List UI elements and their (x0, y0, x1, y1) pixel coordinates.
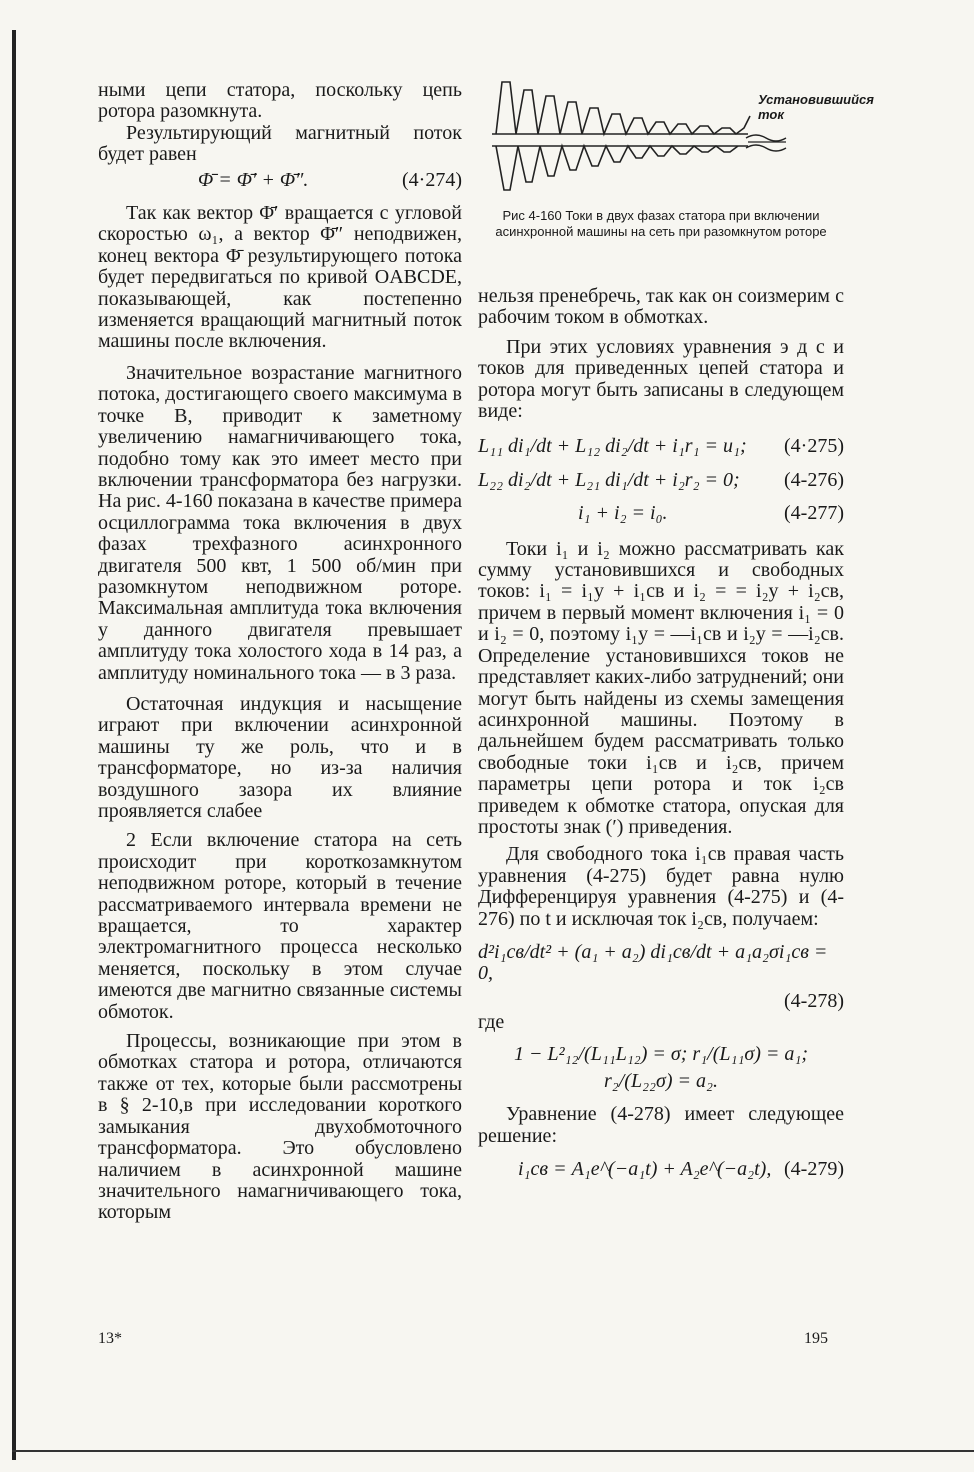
oscillogram-figure (478, 72, 874, 207)
equation-4-277: i₁ + i₂ = i₀. (4-277) (578, 502, 844, 525)
signature-mark: 13* (98, 1330, 122, 1347)
paragraph: нельзя пренебречь, так как он соизмерим с рабочим током в обмотках. (478, 285, 844, 329)
figure-caption: Рис 4-160 Токи в двух фазах статора при включении асинхронной машины на сеть при разомкнутом роторе (495, 208, 827, 239)
equation-sigma: 1 − L²₁₂/(L₁₁L₁₂) = σ; r₁/(L₁₁σ) = a₁; (513, 1042, 809, 1065)
page-bottom-edge (12, 1450, 974, 1452)
paragraph: 2 Если включение статора на сеть происходит при короткозамкнутом неподвижном роторе, который в течение рассматриваемого интервала времени не вращается, то характер электромагнитного процесса несколько меняется, поскольку в этом случае имеются две магнитно связанные системы обмоток. (98, 829, 462, 1023)
paragraph: При этих условиях уравнения э д с и токов для приведенных цепей статора и ротора могут быть записаны в следующем виде: (478, 335, 844, 423)
equation-4-278: d²i₁св/dt² + (a₁ + a₂) di₁св/dt + a₁a₂σi₁св = 0, (478, 940, 828, 985)
paragraph: Процессы, возникающие при этом в обмотках статора и ротора, отличаются также от тех, которые были рассмотрены в § 2-10,в при исследовании короткого замыкания двухобмоточного трансформатора. Это обусловлено наличием в асинхронной машине значительного намагничивающего тока, которым (98, 1030, 462, 1224)
equation-4-275: L₁₁ di₁/dt + L₁₂ di₂/dt + i₁r₁ = u₁; (4·275) (478, 435, 844, 458)
paragraph: Для свободного тока i₁св правая часть уравнения (4-275) будет равна нулю Дифференцируя уравнения (4-275) и (4-276) по t и исключая ток i₂св, получаем: (478, 843, 844, 930)
paragraph: Так как вектор Φ̄′ вращается с угловой скоростью ω₁, а вектор Φ̄″ неподвижен, конец вектора Φ̄ результирующего потока будет передвигаться по кривой OABCDE, показывающей, как постепенно изменяется вращающий магнитный поток машины после включения. (98, 202, 462, 353)
equation-4-279: i₁св = A₁e^(−a₁t) + A₂e^(−a₂t), (4-279) (518, 1158, 844, 1181)
page-number: 195 (804, 1330, 828, 1347)
paragraph: Уравнение (4-278) имеет следующее решение: (478, 1103, 844, 1147)
equation-4-274: Φ̄ = Φ̄′ + Φ̄″. (4·274) (198, 168, 462, 191)
paragraph: Токи i₁ и i₂ можно рассматривать как сумму установившихся и свободных токов: i₁ = i₁у + i₁св и i₂ = = i₂у + i₂св, причем в первый момент включения i₁ = 0 и i₂ = 0, поэтому i₁у = —i₁св и i₂у = —i₂св. Определение установившихся токов не представляет каких-либо затруднений; они могут быть найдены из схемы замещения асинхронной машины. Поэтому в дальнейшем будем рассматривать только свободные токи i₁св и i₂св, причем параметры цепи ротора и ток i₂св приведем к обмотке статора, опуская для простоты знак (′) приведения. (478, 537, 844, 838)
right-column (478, 286, 844, 1185)
left-column (98, 80, 462, 1224)
figure-label: Установившийся ток (758, 92, 874, 122)
equation-a2: r₂/(L₂₂σ) = a₂. (604, 1070, 718, 1092)
where-label: где (478, 1011, 505, 1034)
paragraph: ными цепи статора, поскольку цепь ротора разомкнута. (98, 79, 462, 123)
equation-4-276: L₂₂ di₂/dt + L₂₁ di₁/dt + i₂r₂ = 0; (4-276) (478, 468, 844, 491)
paragraph: Значительное возрастание магнитного потока, достигающего своего максимума в точке B, приводит к заметному увеличению намагничивающего тока, подобно тому как это имеет место при включении трансформатора без нагрузки. На рис. 4-160 показана в качестве примера осциллограмма тока включения в двух фазах трехфазного асинхронного двигателя 500 квт, 1 500 об/мин при разомкнутом неподвижном роторе. Максимальная амплитуда тока включения у данного двигателя превышает амплитуду тока холостого хода в 14 раз, а амплитуду номинального тока — в 3 раза. (98, 361, 462, 684)
paragraph: Остаточная индукция и насыщение играют при включении асинхронной машины ту же роль, что и в трансформаторе, но из-за наличия воздушного зазора их влияние проявляется слабее (98, 692, 462, 822)
page-scan-edge (12, 30, 16, 1460)
equation-number: (4-278) (784, 989, 844, 1012)
paragraph: Результирующий магнитный поток будет равен (98, 121, 462, 166)
